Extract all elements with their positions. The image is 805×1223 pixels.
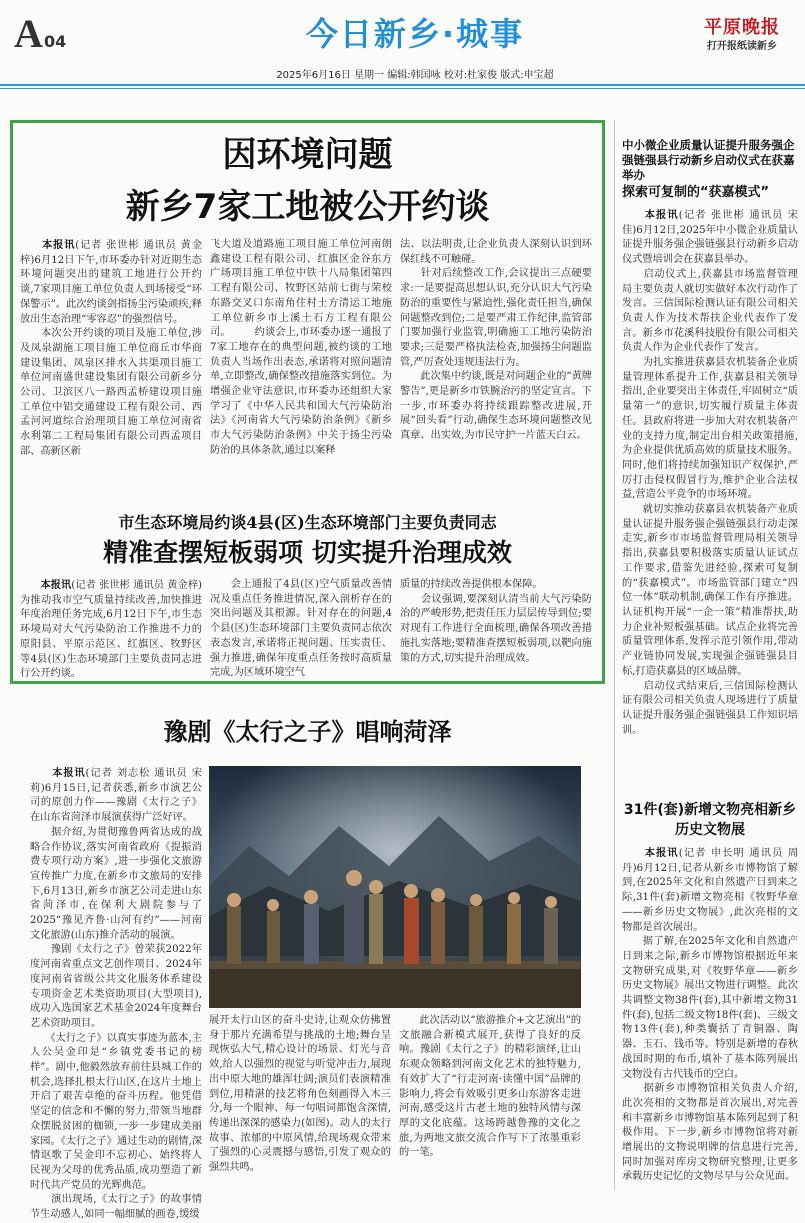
logo-slogan: 打开报纸读新乡 xyxy=(707,41,777,52)
story1-reporters: (记者 张世彬 通讯员 黄金梓) xyxy=(20,240,203,266)
column-divider xyxy=(614,120,615,1190)
story3-headline: 豫剧《太行之子》唱响菏泽 xyxy=(163,718,452,746)
story3-col1-text: 6月15日,记者获悉,新乡市演艺公司的原创力作——豫剧《太行之子》在山东省菏泽市展演获得广泛好评。 据介绍,为贯彻豫鲁两省达成的战略合作协议,落实河南省政府《提振消费专项行动方案》,进一步强化文旅游宣传推广力度,在新乡市文旅局的安排下,6月13日,新乡市演艺公司走进山东省菏泽市,在保利大剧院参与了2025“豫见齐鲁·山河有约”——河南文化旅游(山东)推介活动的展演。 豫剧《太行之子》曾荣获2022年度河南省重点文艺创作项目、2024年度河南省省级公共文化服务体系建设专项资金艺术类资助项目(大型项目),成功入选国家艺术基金2024年度舞台艺术资助项目。 《太行之子》以真实事迹为蓝本,主人公吴金印是“乡镇党委书记的榜样”。剧中,他毅然放弃前往县城工作的机会,选择扎根太行山区,在这片土地上开启了艰苦卓绝的奋斗历程。他凭借坚定的信念和不懈的努力,带领当地群众摆脱贫困的枷锁,一步一步建成美丽家园。《太行之子》通过生动的剧情,深情讴歌了吴金印不忘初心、始终将人民视为父母的优秀品质,成功塑造了新时代共产党员的光辉典范。 演出现场,《太行之子》的故事情节生动感人,如同一幅细腻的画卷,缓缓 xyxy=(30,782,202,1221)
section-masthead: 今日新乡·城事 xyxy=(305,15,525,53)
story5-reporters: (记者 申长明 通讯员 周丹) xyxy=(622,848,799,874)
story1-col1 xyxy=(20,238,202,504)
story5-headline: 31件(套)新增文物亮相新乡历史文物展 xyxy=(623,802,797,838)
story3-reporters: (记者 刘志松 通讯员 宋莉) xyxy=(30,768,202,794)
dateline: 2025年6月16日 星期一 编辑:韩国咏 校对:杜家俊 版式:申宝超 xyxy=(276,70,554,81)
newspaper-logo xyxy=(692,16,792,58)
story3-col3-text: 此次活动以“旅游推介+文艺演出”的文旅融合新模式展开,获得了良好的反响。豫剧《太行之子》的精彩演绎,让山东观众领略到河南文化艺术的独特魅力,有效扩大了“行走河南·读懂中国”品牌的影响力,将会有效吸引更多山东游客走进河南,感受这片古老土地的独特风情与深厚的文化底蕴。这场跨越鲁豫的文化之旅,为两地文旅交流合作写下了浓墨重彩的一笔。 xyxy=(399,1015,582,1159)
story2-lead-label: 本报讯 xyxy=(40,579,72,591)
story5-body xyxy=(622,846,798,1196)
story2-reporters: (记者 张世彬 通讯员 黄金梓) xyxy=(71,580,203,591)
story3-lead-label: 本报讯 xyxy=(52,767,86,779)
story4-headline: 探索可复制的“获嘉模式” xyxy=(622,185,770,200)
opera-photo-image xyxy=(209,766,581,1008)
story1-headline-line2: 新乡7家工地被公开约谈 xyxy=(125,187,490,227)
header-rule-thin xyxy=(0,88,805,89)
story1-headline-line1: 因环境问题 xyxy=(222,135,393,175)
story2-col2 xyxy=(210,578,392,678)
header-rule xyxy=(0,84,805,86)
logo-name: 平原晚报 xyxy=(704,17,780,38)
story3-col3 xyxy=(399,1014,581,1196)
story4-body-text: 6月12日,2025年中小微企业质量认证提升服务强企强链强县行动新乡启动仪式暨培训会在获嘉县举办。 启动仪式上,获嘉县市场监督管理局主要负责人就切实做好本次行动作了发言。三信国际检测认证有限公司相关负责人作为技术帮扶企业代表作了发言。新乡市花溪科技股份有限公司相关负责人作为企业代表作了发言。 为扎实推进获嘉县农机装备企业质量管理体系提升工作,获嘉县相关领导指出,企业要突出主体责任,牢固树立“质量第一”的意识,切实履行质量主体责任。县政府将进一步加大对农机装备产业的支持力度,制定出台相关政策措施,为企业提供优质高效的质量技术服务。同时,他们将持续加强知识产权保护,严厉打击侵权假冒行为,维护企业合法权益,营造公平竞争的市场环境。 就切实推动获嘉县农机装备产业质量认证提升服务强企强链强县行动走深走实,新乡市市场监督管理局相关领导指出,获嘉县要积极落实质量认证试点工作要求,借鉴先进经验,探索可复制的“获嘉模式”。市场监管部门建立“四位一体”联动机制,确保工作有序推进。认证机构开展“一企一策”精准帮扶,助力企业补短板强基础。试点企业将完善质量管理体系,发挥示范引领作用,带动产业链协同发展,实现强企强链强县目标,打造获嘉县的区域品牌。 启动仪式结束后,三信国际检测认证有限公司相关负责人现场进行了质量认证提升服务强企强链强县工作知识培训。 xyxy=(622,224,798,736)
story2-subhead: 市生态环境局约谈4县(区)生态环境部门主要负责同志 xyxy=(118,513,497,532)
story1-col1-text: 6月12日下午,市环委办针对近期生态环境问题突出的建筑工地进行公开约谈,7家项目施工单位负责人到场接受“环保警示”。此次约谈剑指扬尘污染顽疾,释放出生态治理“零容忍”的强烈信号。 本次公开约谈的项目及施工单位,涉及凤泉湖施工项目施工单位商丘市华商建设集团、凤泉区排水入共渠项目施工单位河南盛世建设集团有限公司新乡分公司、卫滨区八一路西孟桥建设项目施工单位中铝交通建设工程有限公司、西孟河河道综合治理项目施工单位河南省水利第二工程局集团有限公司西孟项目部、高新区新 xyxy=(20,254,202,457)
story3-col2: 展开太行山区的奋斗史诗,让观众仿佛置身于那片充满希望与挑战的土地;舞台呈现恢弘大气,精心设计的场景、灯光与音效,给人以强烈的视觉与听觉冲击力,展现出中原大地的雄浑壮阔;演员们表演精准到位,用精湛的技艺将角色刻画得入木三分,每一个眼神、每一句唱词都饱含深情,传递出深深的感染力(如图)。动人的太行故事、浓郁的中原风情,给现场观众带来了强烈的心灵震撼与感悟,引发了观众的强烈共鸣。 xyxy=(209,1015,391,1174)
page-letter: A xyxy=(14,11,43,56)
page-number: 04 xyxy=(44,32,67,51)
story2-col3: 质量的持续改善提供根本保障。 会议强调,要深刻认清当前大气污染防治的严峻形势,把责任压力层层传导到位;要对现有工作进行全面梳理,确保各项改善措施扎实落地;要精准查摆短板弱项,以靶向施策的方式,切实提升治理成效。 xyxy=(400,579,592,664)
story1-lead-label: 本报讯 xyxy=(42,239,76,251)
story5-lead-label: 本报讯 xyxy=(644,847,679,859)
story4-reporters: (记者 张世彬 通讯员 宋佳) xyxy=(622,210,799,236)
story1-col2: 飞大道及道路施工项目施工单位河南朗鑫建设工程有限公司、红旗区金谷东方广场项目施工单位中铁十八局集团第四工程有限公司、牧野区站前七街与荣校东路交叉口东南角住村土方清运工地施工单位新乡市上溪土石方工程有限公司。 约谈会上,市环委办逐一通报了7家工地存在的典型问题,被约谈的工地负责人当场作出表态,承诺将对照问题清单,立即整改,确保整改措施落实到位。为增强企业守法意识,市环委办还组织大家学习了《中华人民共和国大气污染防治法》《河南省大气污染防治条例》《新乡市大气污染防治条例》中关于扬尘污染防治的具体条款,通过以案释 xyxy=(210,239,392,456)
story4-lead-label: 本报讯 xyxy=(644,209,679,221)
story5-body-text: 6月12日,记者从新乡市博物馆了解到,在2025年文化和自然遗产日到来之际,31件(套)新增文物亮相《牧野华章——新乡历史文物展》,此次亮相的文物都是首次展出。 据了解,在2025年文化和自然遗产日到来之际,新乡市博物馆根据近年来文物研究成果,对《牧野华章——新乡历史文物展》展出文物进行调整。此次共调整文物38件(套),其中新增文物31件(套),包括二级文物18件(套)、三级文物13件(套),种类囊括了青铜器、陶器、玉石、钱币等。特别是新增的春秋战国时期的布币,填补了基本陈列展出文物没有古代钱币的空白。 据新乡市博物馆相关负责人介绍,此次亮相的文物都是首次展出,对完善和丰富新乡市博物馆基本陈列起到了积极作用。下一步,新乡市博物馆将对新增展出的文物说明牌的信息进行完善,同时加强对库房文物研究整理,让更多承载历史记忆的文物尽早与公众见面。 xyxy=(622,862,798,1183)
story2-col1-text: 为推动我市空气质量持续改善,加快推进年度治理任务完成,6月12日下午,市生态环境局对大气污染防治工作推进不力的原阳县、平原示范区、红旗区、牧野区等4县(区)生态环境部门主要负责同志进行公开约谈。 xyxy=(20,594,202,680)
story4-kicker: 中小微企业质量认证提升服务强企强链强县行动新乡启动仪式在获嘉举办 xyxy=(622,138,795,182)
story2-col2-text: 会上通报了4县(区)空气质量改善情况及重点任务推进情况,深入剖析存在的突出问题及其根源。针对存在的问题,4个县(区)生态环境部门主要负责同志依次表态发言,承诺将正视问题、压实责任、强力推进,确保年度重点任务按时高质量完成,为区域环境空气 xyxy=(210,579,393,679)
story1-col3: 法、以法明责,让企业负责人深刻认识到环保红线不可触碰。 针对后续整改工作,会议提出三点硬要求:一是要提高思想认识,充分认识大气污染防治的重要性与紧迫性,强化责任担当,确保问题整改到位;二是要严肃工作纪律,监管部门要加强行业监管,明确施工工地污染防治要求;三是要严格执法检查,加强扬尘问题监管,严厉查处违规违法行为。 此次集中约谈,既是对问题企业的“黄牌警告”,更是新乡市铁腕治污的坚定宣言。下一步,市环委办将持续跟踪整改进展,开展“回头看”行动,确保生态环境问题整改见真章、出实效,为市民守护一片蓝天白云。 xyxy=(400,239,592,442)
story3-col1 xyxy=(30,766,202,1221)
story2-col1 xyxy=(20,578,202,678)
opera-stage-photo xyxy=(209,766,581,1008)
story2-headline: 精准查摆短板弱项 切实提升治理成效 xyxy=(103,538,512,567)
story4-body xyxy=(622,208,798,762)
